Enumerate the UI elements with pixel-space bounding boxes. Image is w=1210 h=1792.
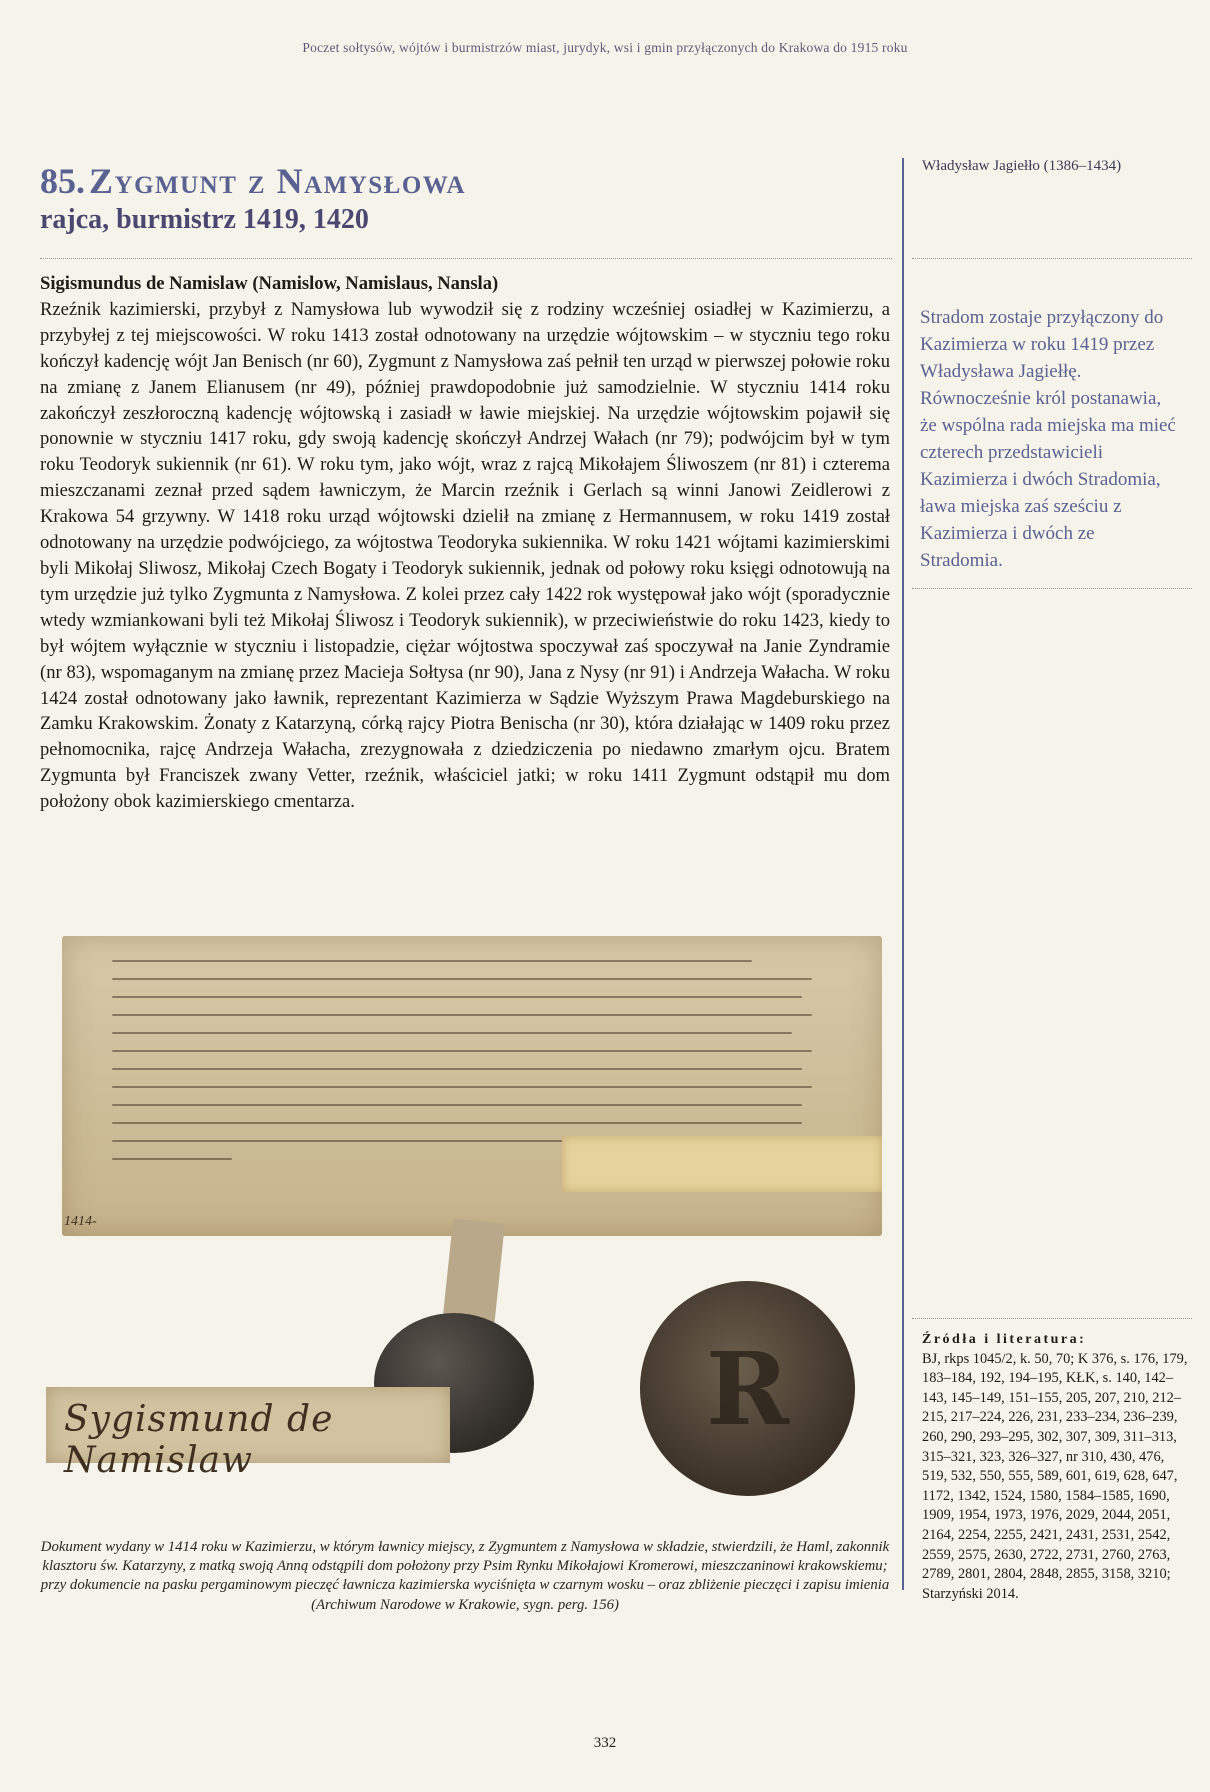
name-detail-text: Sygismund de Namislaw <box>64 1399 334 1481</box>
entry-name: Zygmunt z Namysłowa <box>89 161 467 201</box>
biography-text <box>40 271 890 815</box>
entry-subtitle: rajca, burmistrz 1419, 1420 <box>40 204 369 235</box>
document-photo <box>62 936 882 1536</box>
parchment-document <box>62 936 882 1236</box>
entry-number: 85. <box>40 161 85 201</box>
seal-letter: R <box>705 1329 790 1448</box>
caption-text: Dokument wydany w 1414 roku w Kazimierzu, w którym ławnicy miejscy, z Zygmuntem z Namysłowa w składzie, stwierdzili, że Haml, zakonnik klasztoru św. Katarzyny, z matką swoją Anną odstąpili dom położony przy Psim Rynku Mikołajowi Kromerowi, mieszczaninowi krakowskiemu; przy dokumencie na pasku pergaminowym pieczęć ławnicza kazimierska wyciśnięta w czarnym wosku – oraz zbliżenie pieczęci i zapisu imienia <box>40 1539 890 1594</box>
caption-source: (Archiwum Narodowe w Krakowie, sygn. perg. 156) <box>311 1596 619 1613</box>
figure-caption <box>40 1538 890 1615</box>
running-head: Poczet sołtysów, wójtów i burmistrzów miast, jurydyk, wsi i gmin przyłączonych do Krakowa do 1915 roku <box>302 40 908 55</box>
name-detail-closeup <box>46 1387 450 1481</box>
side-note-divider <box>912 588 1192 589</box>
parchment-strip <box>562 1136 882 1192</box>
entry-title <box>40 160 890 202</box>
sources-divider <box>912 1318 1192 1319</box>
latin-name-heading: Sigismundus de Namislaw (Namislow, Namislaus, Nansla) <box>40 273 499 294</box>
biography-paragraph: Rzeźnik kazimierski, przybył z Namysłowa lub wywodził się z rodziny wcześniej osiadłej w Kazimierzu, a przybyłej z tej miejscowości. W roku 1413 został odnotowany na urzędzie wójtowskim – w styczniu tego roku kończył kadencję wójt Jan Benisch (nr 60), Zygmunt z Namysłowa zaś pełnił ten urząd w pierwszej połowie roku na zmianę z Janem Elianusem (nr 49), później prawdopodobnie już samodzielnie. W styczniu 1414 roku zakończył zeszłoroczną kadencję wójtowską i zasiadł w ławie miejskiej. Na urzędzie wójtowskim pojawił się ponownie w styczniu 1417 roku, gdy swoją kadencję skończył Andrzej Wałach (nr 79); podwójcim był w tym roku Teodoryk sukiennik (nr 61). W roku tym, jako wójt, wraz z rajcą Mikołajem Śliwoszem (nr 81) i czterema mieszczanami zeznał przed sądem ławniczym, że Marcin rzeźnik i Gerlach są winni Janowi Zeidlerowi z Krakowa 54 grzywny. W 1418 roku urząd wójtowski dzielił na zmianę z Hermannusem, w roku 1419 został odnotowany na urzędzie podwójciego, za wójtostwa Teodoryka sukiennika. W roku 1421 wójtami kazimierskimi byli Mikołaj Sliwosz, Mikołaj Czech Bogaty i Teodoryk sukiennik, jednak od połowy roku księgi odnotowują na tym urzędzie już tylko Zygmunta z Namysłowa. Z kolei przez cały 1422 rok występował jako wójt (sporadycznie wtedy wzmiankowani byli też Mikołaj Śliwosz i Teodoryk sukiennik), w przeciwieństwie do roku 1423, kiedy to był wójtem wyłącznie w styczniu i listopadzie, ciężar wójtostwa spoczywał zaś spoczywał na Janie Zyndramie (nr 83), wspomaganym na zmianę przez Macieja Sołtysa (nr 90), Jana z Nysy (nr 91) i Andrzeja Wałacha. W roku 1424 został odnotowany jako ławnik, reprezentant Kazimierza w Sądzie Wyższym Prawa Magdeburskiego na Zamku Krakowskim. Żonaty z Katarzyną, córką rajcy Piotra Benischa (nr 30), która działając w 1409 roku przez pełnomocnika, rajcę Andrzeja Wałacha, zrezygnowała z dziedziczenia po niedawno zmarłym ojcu. Bratem Zygmunta był Franciszek zwany Vetter, rzeźnik, właściciel jatki; w roku 1411 Zygmunt odstąpił mu dom położony obok kazimierskiego cmentarza. <box>40 298 890 813</box>
side-note: Stradom zostaje przyłączony do Kazimierza w roku 1419 przez Władysława Jagiełłę. Równocześnie król postanawia, że wspólna rada miejska ma mieć czterech przedstawicieli Kazimierza i dwóch Stradomia, ława miejska zaś sześciu z Kazimierza i dwóch ze Stradomia. <box>920 307 1176 571</box>
entry-title-block <box>40 160 890 236</box>
seal-closeup <box>640 1281 855 1496</box>
page-number: 332 <box>593 1735 617 1751</box>
title-divider <box>40 258 892 259</box>
side-divider <box>912 258 1192 259</box>
side-king-label: Władysław Jagiełło (1386–1434) <box>922 158 1122 174</box>
sources-block <box>922 1330 1190 1604</box>
sources-text: BJ, rkps 1045/2, k. 50, 70; K 376, s. 176, 179, 183–184, 192, 194–195, KŁK, s. 140, 142–143, 145–149, 151–155, 205, 207, 210, 212–215, 217–224, 226, 231, 233–234, 236–239, 260, 290, 293–295, 302, 307, 309, 311–313, 315–321, 323, 326–327, nr 310, 430, 476, 519, 532, 550, 555, 589, 601, 619, 628, 647, 1172, 1342, 1524, 1580, 1584–1585, 1690, 1909, 1954, 1973, 1976, 2029, 2044, 2051, 2164, 2254, 2255, 2421, 2431, 2531, 2542, 2559, 2575, 2630, 2722, 2731, 2760, 2763, 2789, 2801, 2804, 2848, 2855, 3158, 3210; Starzyński 2014. <box>922 1350 1188 1602</box>
column-divider <box>902 158 904 1590</box>
sources-heading: Źródła i literatura: <box>922 1332 1087 1347</box>
archival-annotation: 1414- <box>64 1214 97 1229</box>
